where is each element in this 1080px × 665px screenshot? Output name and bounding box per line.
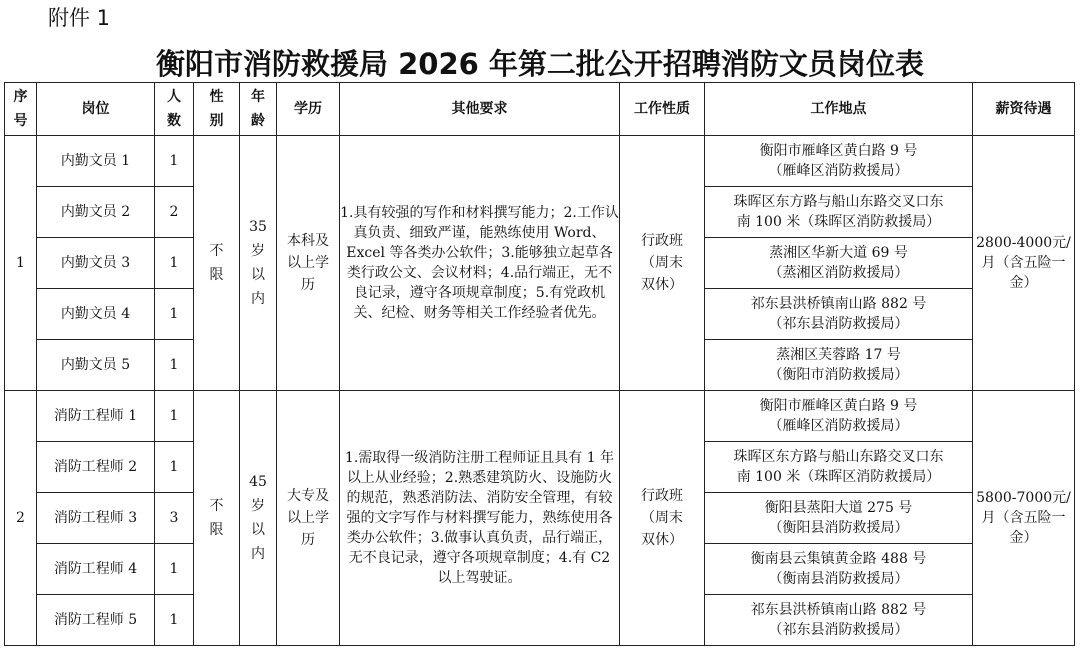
salary-cell: 2800-4000元/月（含五险一金） — [973, 136, 1075, 391]
location-cell: 珠晖区东方路与船山东路交叉口东 南 100 米（珠晖区消防救援局） — [705, 187, 973, 238]
post-cell: 消防工程师 5 — [37, 595, 155, 646]
other-requirements-cell: 1.需取得一级消防注册工程师证且具有 1 年以上从业经验；2.熟悉建筑防火、设施防火的规范，熟悉消防法、消防安全管理，有较强的文字写作与材料撰写能力，熟练使用各类办公软件；3.做事认真负责，品行端正，无不良记录，遵守各项规章制度；4.有 C2 以上驾驶证。 — [340, 391, 620, 646]
post-cell: 消防工程师 3 — [37, 493, 155, 544]
header-post: 岗位 — [37, 83, 155, 136]
salary-cell: 5800-7000元/月（含五险一金） — [973, 391, 1075, 646]
post-cell: 消防工程师 2 — [37, 442, 155, 493]
count-cell: 1 — [155, 595, 194, 646]
location-cell: 衡阳市雁峰区黄白路 9 号 （雁峰区消防救援局） — [705, 391, 973, 442]
location-cell: 珠晖区东方路与船山东路交叉口东 南 100 米（珠晖区消防救援局） — [705, 442, 973, 493]
header-gender: 性别 — [194, 83, 240, 136]
count-cell: 1 — [155, 442, 194, 493]
header-age: 年龄 — [240, 83, 277, 136]
post-cell: 内勤文员 3 — [37, 238, 155, 289]
seq-cell: 1 — [5, 136, 37, 391]
seq-cell: 2 — [5, 391, 37, 646]
table-row — [5, 136, 1075, 187]
header-seq: 序号 — [5, 83, 37, 136]
header-row — [5, 83, 1075, 136]
post-cell: 消防工程师 1 — [37, 391, 155, 442]
location-cell: 祁东县洪桥镇南山路 882 号 （祁东县消防救援局） — [705, 289, 973, 340]
count-cell: 2 — [155, 187, 194, 238]
post-cell: 消防工程师 4 — [37, 544, 155, 595]
count-cell: 1 — [155, 340, 194, 391]
work-nature-cell: 行政班（周末双休） — [620, 136, 705, 391]
count-cell: 1 — [155, 289, 194, 340]
header-other: 其他要求 — [340, 83, 620, 136]
page-title: 衡阳市消防救援局 2026 年第二批公开招聘消防文员岗位表 — [156, 47, 924, 81]
attachment-label: 附件 1 — [48, 6, 111, 30]
location-cell: 衡南县云集镇黄金路 488 号 （衡南县消防救援局） — [705, 544, 973, 595]
location-cell: 蒸湘区华新大道 69 号 （蒸湘区消防救援局） — [705, 238, 973, 289]
post-cell: 内勤文员 5 — [37, 340, 155, 391]
work-nature-cell: 行政班（周末双休） — [620, 391, 705, 646]
post-cell: 内勤文员 2 — [37, 187, 155, 238]
location-cell: 衡阳市雁峰区黄白路 9 号 （雁峰区消防救援局） — [705, 136, 973, 187]
location-cell: 衡阳县蒸阳大道 275 号 （衡阳县消防救援局） — [705, 493, 973, 544]
header-count: 人数 — [155, 83, 194, 136]
count-cell: 3 — [155, 493, 194, 544]
count-cell: 1 — [155, 391, 194, 442]
location-cell: 祁东县洪桥镇南山路 882 号 （祁东县消防救援局） — [705, 595, 973, 646]
recruitment-table — [4, 82, 1075, 646]
age-cell: 45岁以内 — [240, 391, 277, 646]
post-cell: 内勤文员 1 — [37, 136, 155, 187]
count-cell: 1 — [155, 544, 194, 595]
location-cell: 蒸湘区芙蓉路 17 号 （衡阳市消防救援局） — [705, 340, 973, 391]
post-cell: 内勤文员 4 — [37, 289, 155, 340]
education-cell: 本科及以上学历 — [277, 136, 340, 391]
other-requirements-cell: 1.具有较强的写作和材料撰写能力；2.工作认真负责、细致严谨，能熟练使用 Word、Excel 等各类办公软件；3.能够独立起草各类行政公文、会议材料；4.品行端正，无不良记录，遵守各项规章制度；5.有党政机关、纪检、财务等相关工作经验者优先。 — [340, 136, 620, 391]
age-cell: 35岁以内 — [240, 136, 277, 391]
count-cell: 1 — [155, 238, 194, 289]
header-salary: 薪资待遇 — [973, 83, 1075, 136]
gender-cell: 不限 — [194, 391, 240, 646]
count-cell: 1 — [155, 136, 194, 187]
header-location: 工作地点 — [705, 83, 973, 136]
header-education: 学历 — [277, 83, 340, 136]
gender-cell: 不限 — [194, 136, 240, 391]
header-nature: 工作性质 — [620, 83, 705, 136]
education-cell: 大专及以上学历 — [277, 391, 340, 646]
table-row — [5, 391, 1075, 442]
